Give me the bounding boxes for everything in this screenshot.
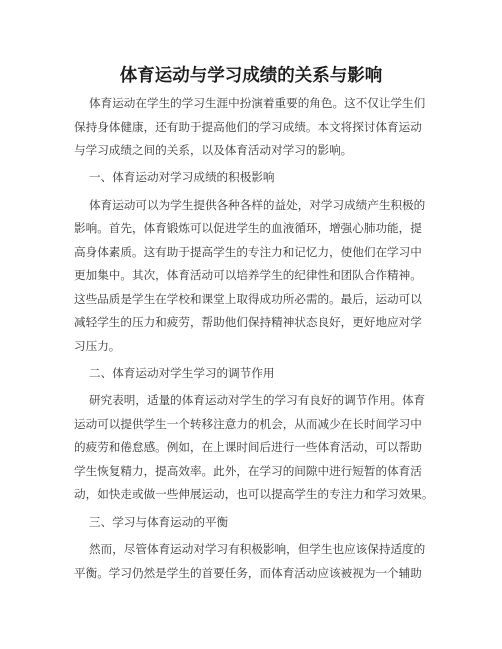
intro-line: 保持身体健康，还有助于提高他们的学习成绩。本文将探讨体育运动 bbox=[74, 120, 422, 134]
paragraph-line: 运动可以提供学生一个转移注意力的机会，从而减少在长时间学习中 bbox=[74, 417, 422, 431]
paragraph-line: 研究表明，适量的体育运动对学生的学习有良好的调节作用。体育 bbox=[89, 393, 426, 407]
paragraph-line: 更加集中。其次，体育活动可以培养学生的纪律性和团队合作精神。 bbox=[74, 268, 422, 282]
paragraph-line: 的疲劳和倦怠感。例如，在上课时间后进行一些体育活动，可以帮助 bbox=[74, 440, 422, 454]
paragraph-line: 平衡。学习仍然是学生的首要任务，而体育活动应该被视为一个辅助 bbox=[74, 566, 422, 580]
intro-line: 与学习成绩之间的关系，以及体育活动对学习的影响。 bbox=[74, 143, 353, 157]
paragraph-line: 动，如快走或做一些伸展运动，也可以提高学生的专注力和学习效果。 bbox=[74, 487, 434, 501]
section-heading: 一、体育运动对学习成绩的积极影响 bbox=[89, 170, 275, 184]
paragraph-line: 减轻学生的压力和疲劳，帮助他们保持精神状态良好，更好地应对学 bbox=[74, 315, 422, 329]
paragraph-line: 然而，尽管体育运动对学习有积极影响，但学生也应该保持适度的 bbox=[89, 542, 426, 556]
intro-line: 体育运动在学生的学习生涯中扮演着重要的角色。这不仅让学生们 bbox=[89, 96, 426, 110]
section-heading: 二、体育运动对学生学习的调节作用 bbox=[89, 366, 275, 380]
paragraph-line: 习压力。 bbox=[74, 339, 121, 353]
section-heading: 三、学习与体育运动的平衡 bbox=[89, 515, 229, 529]
paragraph-line: 高身体素质。这有助于提高学生的专注力和记忆力，使他们在学习中 bbox=[74, 245, 422, 259]
paragraph-line: 影响。首先，体育锻炼可以促进学生的血液循环，增强心肺功能，提 bbox=[74, 221, 422, 235]
document-title: 体育运动与学习成绩的关系与影响 bbox=[119, 66, 383, 86]
paragraph-line: 体育运动可以为学生提供各种各样的益处，对学习成绩产生积极的 bbox=[89, 198, 426, 212]
paragraph-line: 这些品质是学生在学校和课堂上取得成功所必需的。最后，运动可以 bbox=[74, 292, 422, 306]
paragraph-line: 学生恢复精力，提高效率。此外，在学习的间隙中进行短暂的体育活 bbox=[74, 464, 422, 478]
